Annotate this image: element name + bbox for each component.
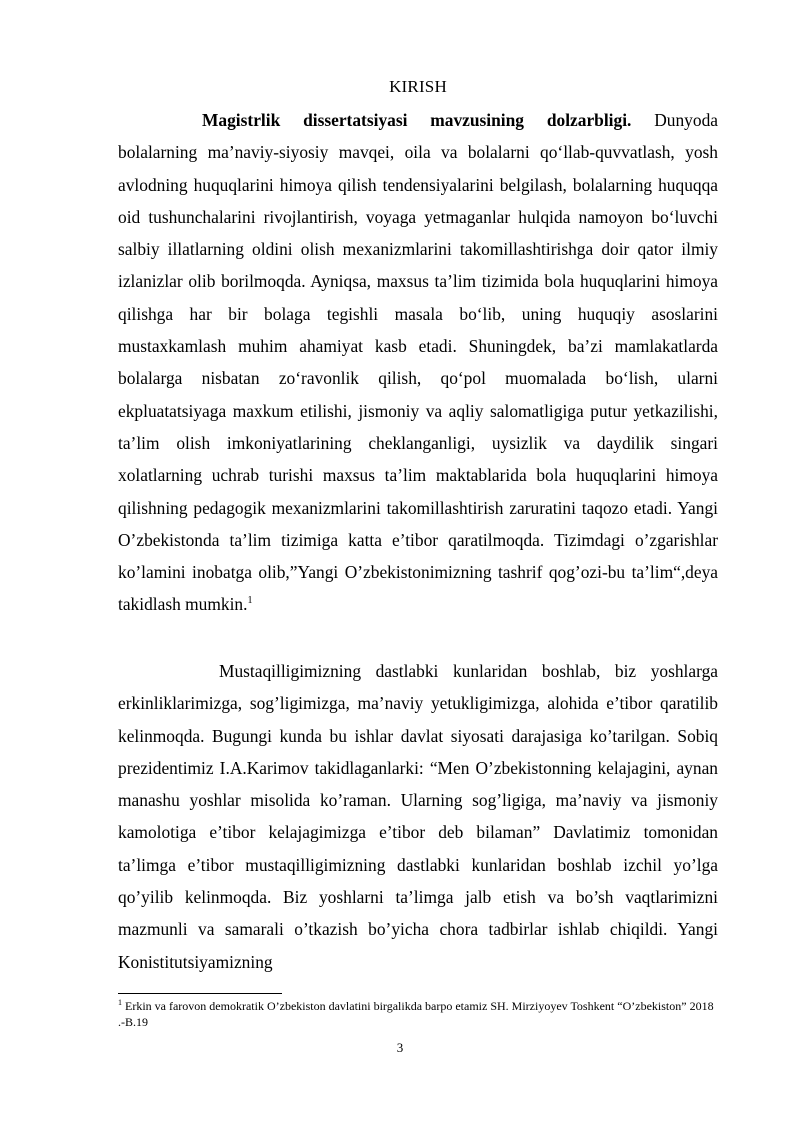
paragraph-independence [118,655,718,978]
footnote-separator [118,993,282,994]
section-title: KIRISH [389,77,447,96]
page-number: 3 [396,1040,404,1055]
footnote [118,998,718,1030]
paragraph-body: Dunyoda bolalarning ma’naviy-siyosiy mavqei, oila va bolalarni qo‘llab-quvvatlash, yosh avlodning huquqlarini himoya qilish tendensiyalarini belgilash, bolalarning huquqqa oid tushunchalarini rivojlantirish, voyaga yetmaganlar hulqida namoyon bo‘luvchi salbiy illatlarning oldini olish mexanizmlarini takomillashtirishga doir qator ilmiy izlanizlar olib borilmoqda. Ayniqsa, maxsus ta’lim tizimida bola huquqlarini himoya qilishga har bir bolaga tegishli masala bo‘lib, uning huquqiy asoslarini mustaxkamlash muhim ahamiyat kasb etadi. Shuningdek, ba’zi mamlakatlarda bolalarga nisbatan zo‘ravonlik qilish, qo‘pol muomalada bo‘lish, ularni ekpluatatsiyaga maxkum etilishi, jismoniy va aqliy salomatligiga putur yetkazilishi, ta’lim olish imkoniyatlarining cheklanganligi, uysizlik va daydilik singari xolatlarning uchrab turishi maxsus ta’lim maktablarida bola huquqlarini himoya qilishning pedagogik mexanizmlarini takomillashtirish zaruratini taqozo etadi. Yangi O’zbekistonda ta’lim tizimiga katta e’tibor qaratilmoqda. Tizimdagi o’zgarishlar ko’lamini inobatga olib,”Yangi O’zbekistonimizning tashrif qog’ozi-bu ta’lim“,deya takidlash mumkin. [118,110,718,615]
paragraph-body: Mustaqilligimizning dastlabki kunlaridan boshlab, biz yoshlarga erkinliklarimizga, sog’ligimizga, ma’naviy yetukligimizga, alohida e’tibor qaratilib kelinmoqda. Bugungi kunda bu ishlar davlat siyosati darajasiga ko’tarilgan. Sobiq prezidentimiz I.A.Karimov takidlaganlarki: “Men O’zbekistonning kelajagini, aynan manashu yoshlar misolida ko’raman. Ularning sog’ligiga, ma’naviy va jismoniy kamolotiga e’tibor kelajagimizga e’tibor deb bilaman” Davlatimiz tomonidan ta’limga e’tibor mustaqilligimizning dastlabki kunlaridan boshlab izchil yo’lga qo’yilib kelinmoqda. Biz yoshlarni ta’limga jalb etish va bo’sh vaqtlarimizni mazmunli va samarali o’tkazish bo’yicha chora tadbirlar ishlab chiqildi. Yangi Konistitutsiyamizning [118,661,718,972]
footnote-text: Erkin va farovon demokratik O’zbekiston davlatini birgalikda barpo etamiz SH. Mirziyoyev Toshkent “O’zbekiston” 2018 .-B.19 [118,999,714,1029]
footnote-marker: 1 [118,998,122,1007]
footnote-reference[interactable]: 1 [247,595,253,607]
paragraph-relevance [118,104,718,621]
paragraph-lead-heading: Magistrlik dissertatsiyasi mavzusining dolzarbligi. [202,110,632,130]
